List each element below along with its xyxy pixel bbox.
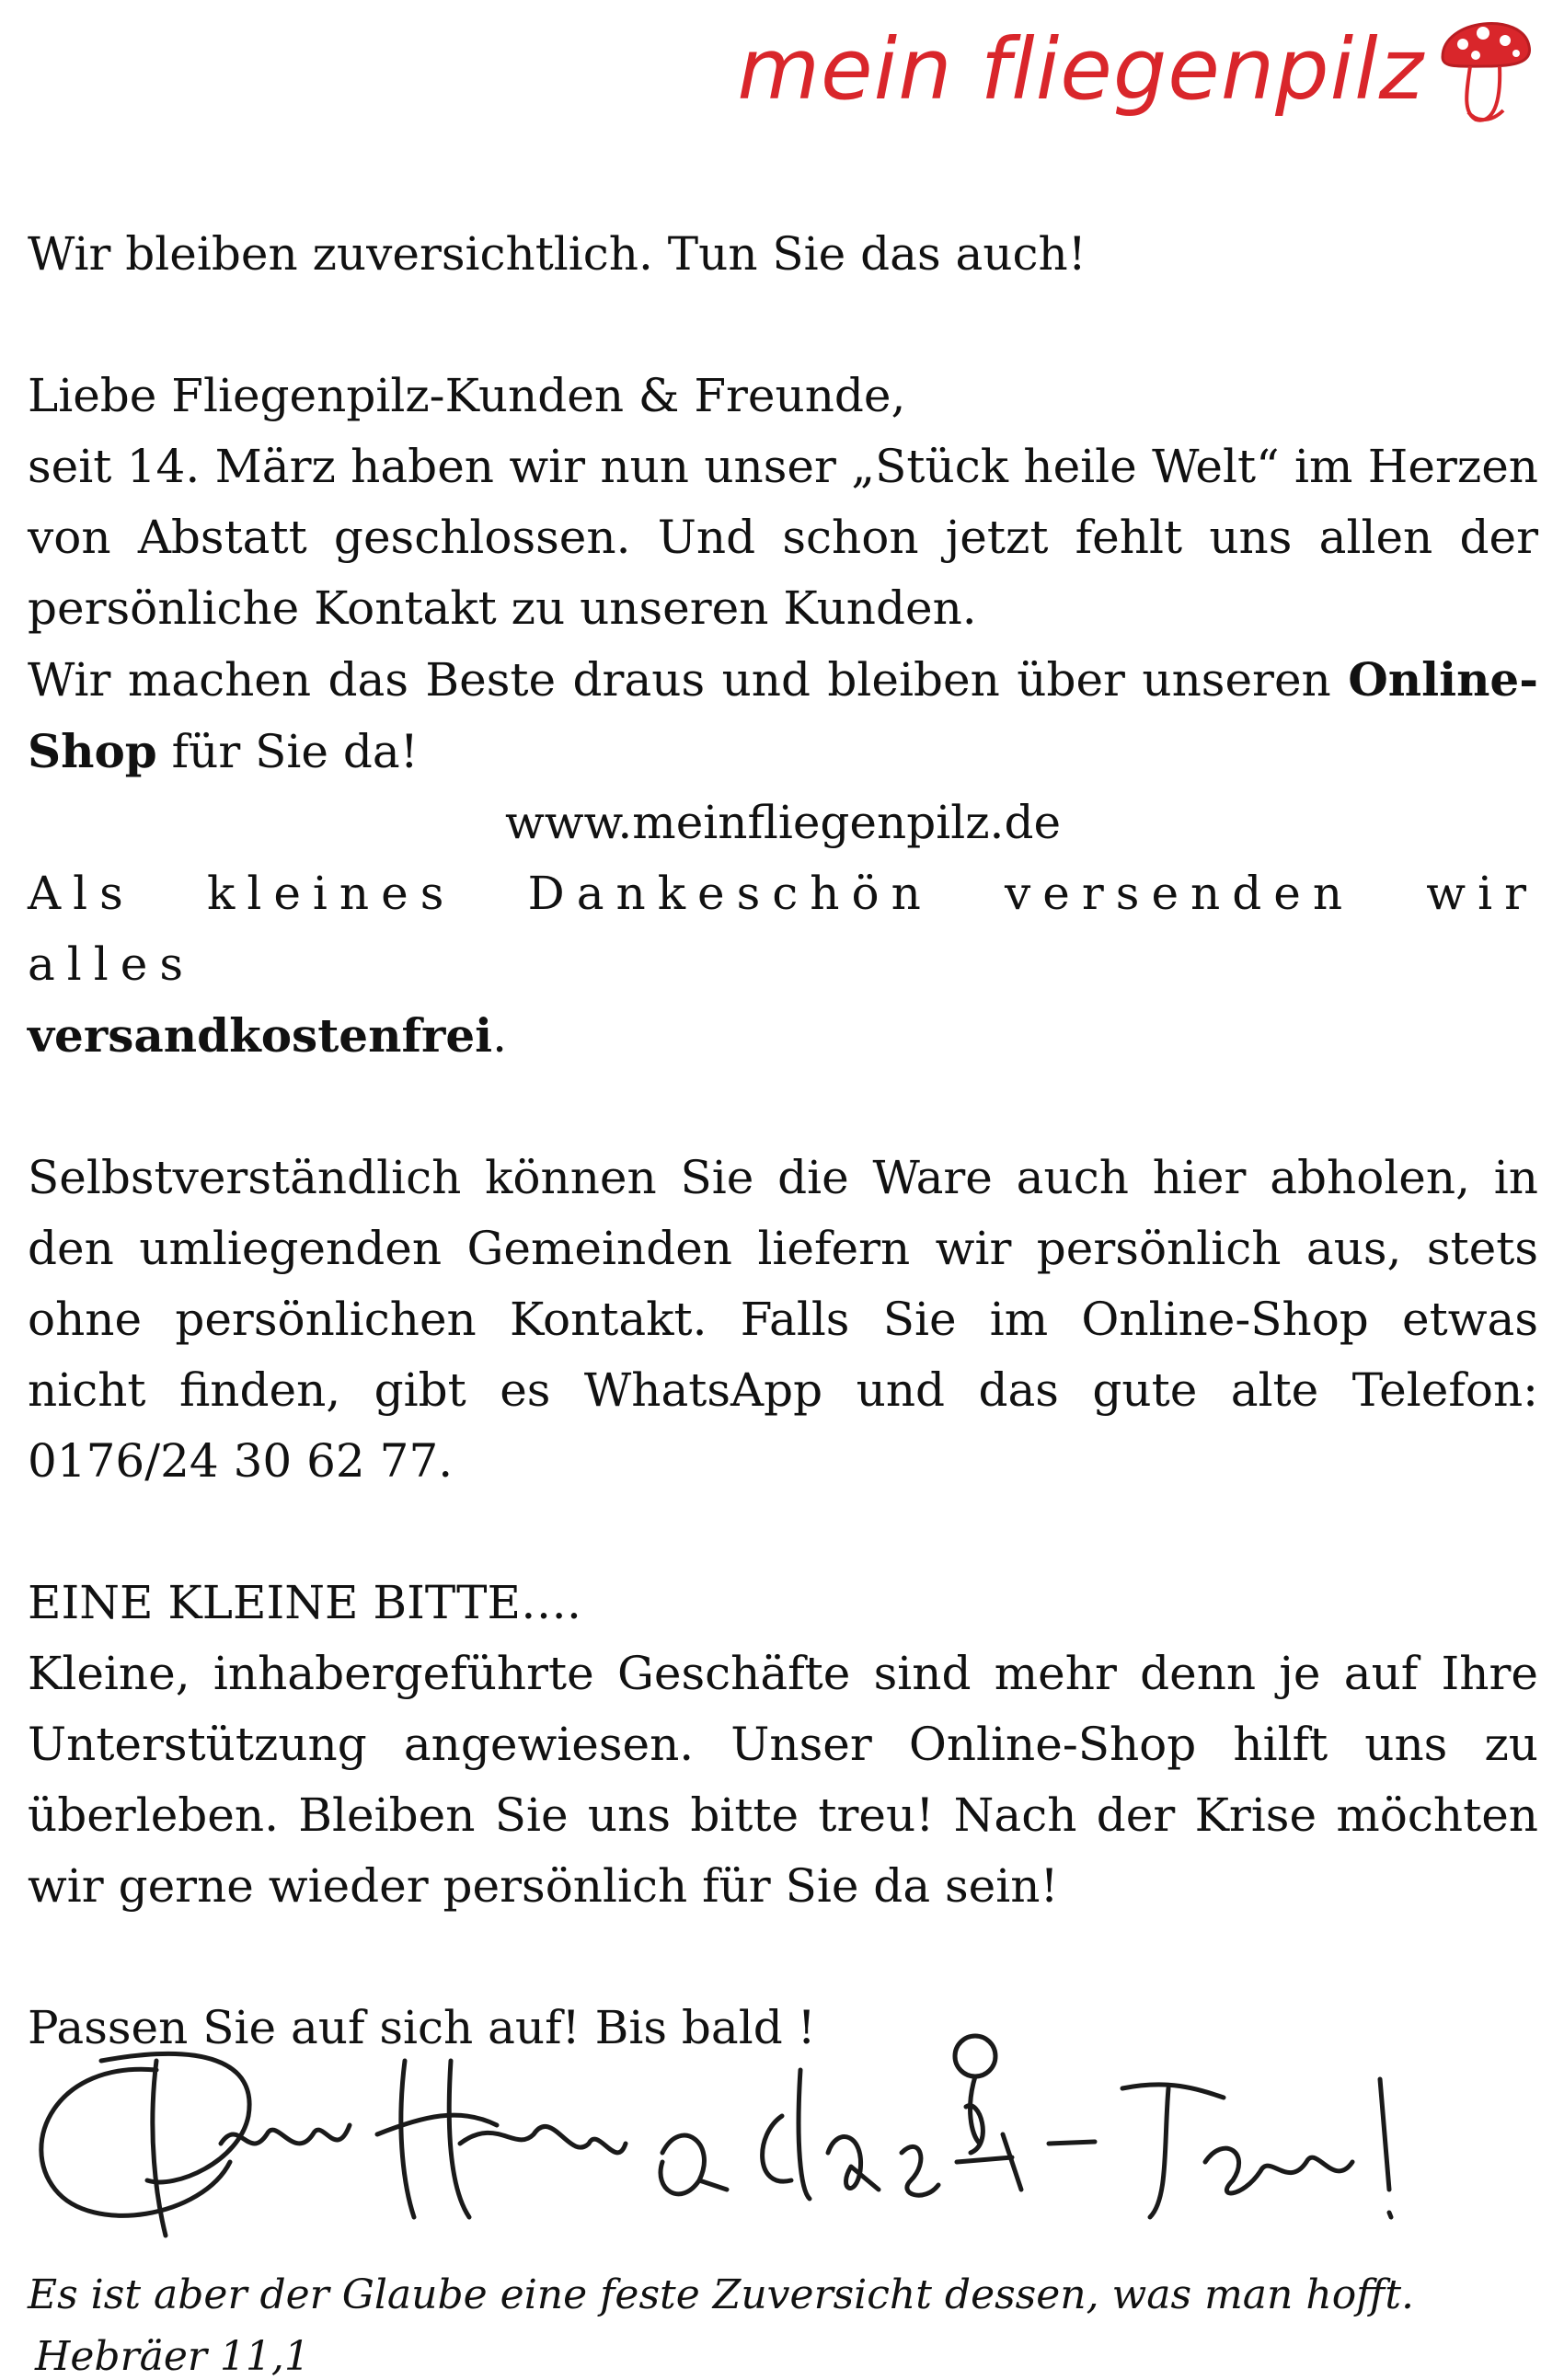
mushroom-icon xyxy=(1435,9,1536,129)
headline: Wir bleiben zuversichtlich. Tun Sie das auch! xyxy=(28,227,1087,281)
request-heading: EINE KLEINE BITTE…. xyxy=(28,1576,581,1629)
paragraph-closure: seit 14. März haben wir nun unser „Stück heile Welt“ im Herzen von Abstatt geschlossen. Und schon jetzt fehlt uns allen der persönliche Kontakt zu unseren Kunden. xyxy=(28,440,1538,635)
brand-logo-text: mein fliegenpilz xyxy=(737,19,1424,119)
free-shipping-line xyxy=(28,1000,1538,1072)
paragraph-support-request: Kleine, inhabergeführte Geschäfte sind mehr denn je auf Ihre Unterstützung angewiesen. Unser Online-Shop hilft uns zu überleben. Bleiben Sie uns bitte treu! Nach der Krise möchten wir gerne wieder persönlich für Sie da sein! xyxy=(28,1647,1538,1913)
salutation: Liebe Fliegenpilz-Kunden & Freunde, xyxy=(28,369,906,422)
paragraph-online-shop-post: für Sie da! xyxy=(156,725,419,778)
online-shop-bold: Online-Shop xyxy=(28,652,1538,778)
free-shipping-bold: versandkostenfrei xyxy=(28,1008,493,1063)
paragraph-pickup-delivery: Selbstverständlich können Sie die Ware auch hier abholen, in den umliegenden Gemeinden liefern wir persönlich aus, stets ohne persönlichen Kontakt. Falls Sie im Online-Shop etwas nicht finden, gibt es WhatsApp und das gute alte Telefon: 0176/24 30 62 77. xyxy=(28,1151,1538,1488)
closing-line: Passen Sie auf sich auf! Bis bald ! xyxy=(28,2001,816,2054)
paragraph-online-shop-pre: Wir machen das Beste draus und bleiben über unseren xyxy=(28,653,1349,707)
paragraph-free-shipping xyxy=(28,858,1538,1000)
website-url[interactable]: www.meinfliegenpilz.de xyxy=(504,796,1062,849)
free-shipping-pre: Als kleines Dankeschön versenden wir alles xyxy=(28,867,1538,991)
bible-quote-reference: Hebräer 11,1 xyxy=(35,2333,310,2380)
brand-logo xyxy=(737,9,1536,129)
free-shipping-post: . xyxy=(492,1009,508,1063)
handwritten-signature xyxy=(18,2006,1435,2245)
paragraph-online-shop xyxy=(28,644,1538,788)
letter-body xyxy=(28,219,1538,2064)
bible-quote: Es ist aber der Glaube eine feste Zuversicht dessen, was man hofft. xyxy=(28,2271,1415,2318)
